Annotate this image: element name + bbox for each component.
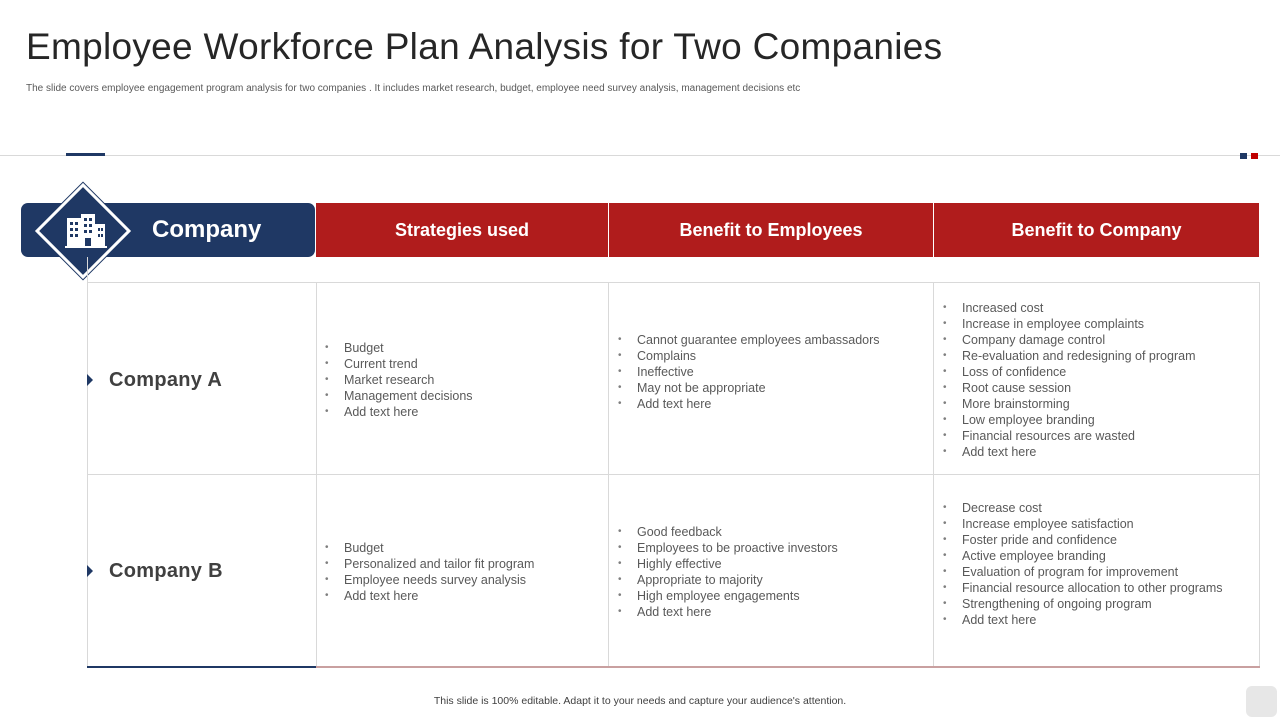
list-item: • Personalized and tailor fit program (325, 556, 534, 572)
grid-line (608, 282, 609, 667)
corner-mark-blue (1240, 153, 1247, 159)
row-a-benefit-company (943, 300, 1195, 460)
list-item: • Financial resource allocation to other programs (943, 580, 1223, 596)
list-item: • Re-evaluation and redesigning of program (943, 348, 1195, 364)
list-item: • Root cause session (943, 380, 1195, 396)
building-icon (63, 212, 109, 250)
list-item: • Budget (325, 540, 534, 556)
list-item: • Increase employee satisfaction (943, 516, 1223, 532)
list-item: • Cannot guarantee employees ambassadors (618, 332, 880, 348)
row-b-benefit-company (943, 500, 1223, 628)
list-item: • Add text here (325, 404, 473, 420)
divider-line (0, 155, 1280, 156)
list-item: • Strengthening of ongoing program (943, 596, 1223, 612)
divider-accent (66, 153, 105, 156)
slide-footer-note: This slide is 100% editable. Adapt it to your needs and capture your audience's attention. (433, 695, 847, 707)
row-company-name: Company A (109, 368, 223, 391)
list-item: • Ineffective (618, 364, 880, 380)
grid-line (933, 282, 934, 667)
row-company-name: Company B (109, 559, 223, 582)
list-item: • More brainstorming (943, 396, 1195, 412)
list-item: • High employee engagements (618, 588, 838, 604)
grid-line (87, 282, 1260, 283)
list-item: • Foster pride and confidence (943, 532, 1223, 548)
slide-subtitle: The slide covers employee engagement program analysis for two companies . It includes market research, budget, employee need survey analysis, management decisions etc (26, 83, 801, 94)
list-item: • Add text here (325, 588, 534, 604)
list-item: • Employee needs survey analysis (325, 572, 534, 588)
row-b-strategies (325, 540, 534, 604)
list-item: • Complains (618, 348, 880, 364)
slide-corner-button[interactable] (1246, 686, 1277, 717)
list-item: • Low employee branding (943, 412, 1195, 428)
list-item: • Add text here (618, 604, 838, 620)
list-item: • Add text here (618, 396, 880, 412)
list-item: • May not be appropriate (618, 380, 880, 396)
grid-line (316, 282, 317, 667)
grid-line (87, 257, 88, 667)
list-item: • Appropriate to majority (618, 572, 838, 588)
table-row-label (87, 559, 223, 583)
list-item: • Add text here (943, 612, 1223, 628)
list-item: • Add text here (943, 444, 1195, 460)
strategies-header: Strategies used (316, 203, 608, 257)
list-item: • Good feedback (618, 524, 838, 540)
benefit-employees-header: Benefit to Employees (609, 203, 933, 257)
list-item: • Current trend (325, 356, 473, 372)
table-bottom-border-navy (87, 666, 316, 668)
slide-title: Employee Workforce Plan Analysis for Two Companies (26, 26, 943, 67)
triangle-right-icon (87, 565, 93, 577)
company-header-label: Company (152, 216, 262, 243)
list-item: • Increased cost (943, 300, 1195, 316)
table-row-label (87, 368, 222, 392)
triangle-right-icon (87, 374, 93, 386)
benefit-company-header: Benefit to Company (934, 203, 1259, 257)
list-item: • Highly effective (618, 556, 838, 572)
grid-line (87, 474, 1260, 475)
row-a-benefit-employees (618, 332, 880, 412)
list-item: • Financial resources are wasted (943, 428, 1195, 444)
list-item: • Budget (325, 340, 473, 356)
row-b-benefit-employees (618, 524, 838, 620)
list-item: • Loss of confidence (943, 364, 1195, 380)
row-a-strategies (325, 340, 473, 420)
grid-line (1259, 282, 1260, 667)
list-item: • Increase in employee complaints (943, 316, 1195, 332)
table-bottom-border-red (316, 666, 1260, 668)
list-item: • Active employee branding (943, 548, 1223, 564)
list-item: • Decrease cost (943, 500, 1223, 516)
list-item: • Evaluation of program for improvement (943, 564, 1223, 580)
list-item: • Company damage control (943, 332, 1195, 348)
list-item: • Management decisions (325, 388, 473, 404)
list-item: • Employees to be proactive investors (618, 540, 838, 556)
corner-mark-red (1251, 153, 1258, 159)
list-item: • Market research (325, 372, 473, 388)
